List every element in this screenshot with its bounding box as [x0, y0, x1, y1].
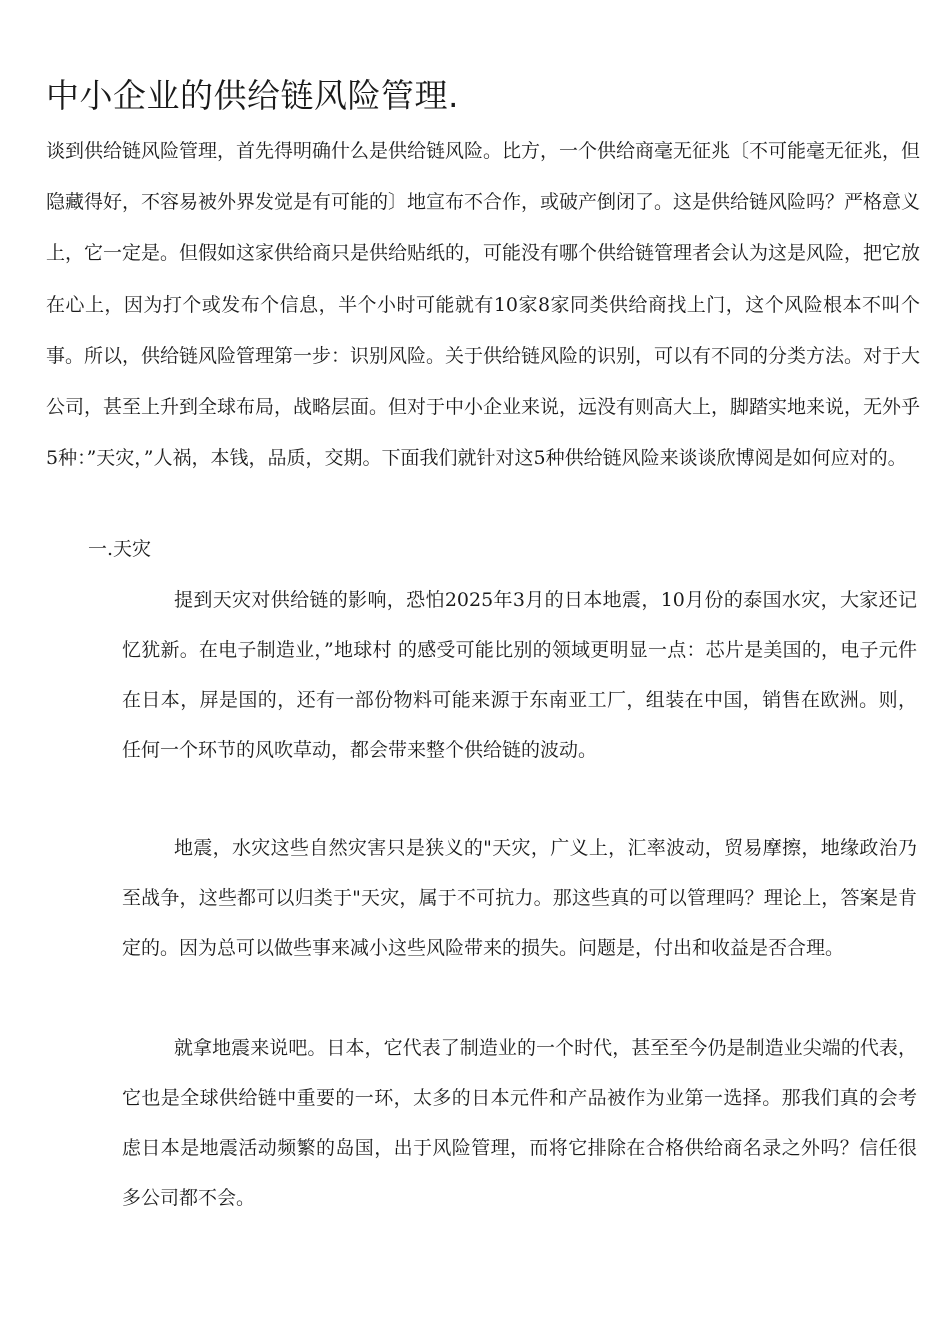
body-paragraph: 地震，水灾这些自然灾害只是狭义的"天灾，广义上，汇率波动，贸易摩擦，地缘政治乃至战争，这些都可以归类于"天灾，属于不可抗力。那这些真的可以管理吗？理论上，答案是肯定的。因为总可以做些事来减小这些风险带来的损失。问题是，付出和收益是否合理。: [122, 837, 917, 959]
section-heading-natural-disaster: 一.天灾: [88, 538, 152, 560]
body-paragraph: 提到天灾对供给链的影响，恐怕2025年3月的日本地震，10月份的泰国水灾，大家还记忆犹新。在电子制造业，”地球村 的感受可能比别的领域更明显一点：芯片是美国的，电子元件在日本，屏是国的，还有一部份物料可能来源于东南亚工厂，组装在中国，销售在欧洲。则，任何一个环节的风吹草动，都会带来整个供给链的波动。: [122, 589, 917, 761]
intro-paragraph: 谈到供给链风险管理，首先得明确什么是供给链风险。比方，一个供给商毫无征兆〔不可能毫无征兆，但隐藏得好，不容易被外界发觉是有可能的〕地宣布不合作，或破产倒闭了。这是供给链风险吗？严格意义上，它一定是。但假如这家供给商只是供给贴纸的，可能没有哪个供给链管理者会认为这是风险，把它放在心上，因为打个或发布个信息，半个小时可能就有10家8家同类供给商找上门，这个风险根本不叫个事。所以，供给链风险管理第一步：识别风险。关于供给链风险的识别，可以有不同的分类方法。对于大公司，甚至上升到全球布局，战略层面。但对于中小企业来说，远没有则高大上，脚踏实地来说，无外乎5种：”天灾，”人祸，本钱，品质，交期。下面我们就针对这5种供给链风险来谈谈欣博阅是如何应对的。: [46, 140, 921, 470]
body-paragraph: 就拿地震来说吧。日本，它代表了制造业的一个时代，甚至至今仍是制造业尖端的代表，它也是全球供给链中重要的一环，太多的日本元件和产品被作为业第一选择。那我们真的会考虑日本是地震活动频繁的岛国，出于风险管理，而将它排除在合格供给商名录之外吗？信任很多公司都不会。: [122, 1037, 917, 1209]
document-title: 中小企业的供给链风险管理.: [46, 76, 459, 115]
